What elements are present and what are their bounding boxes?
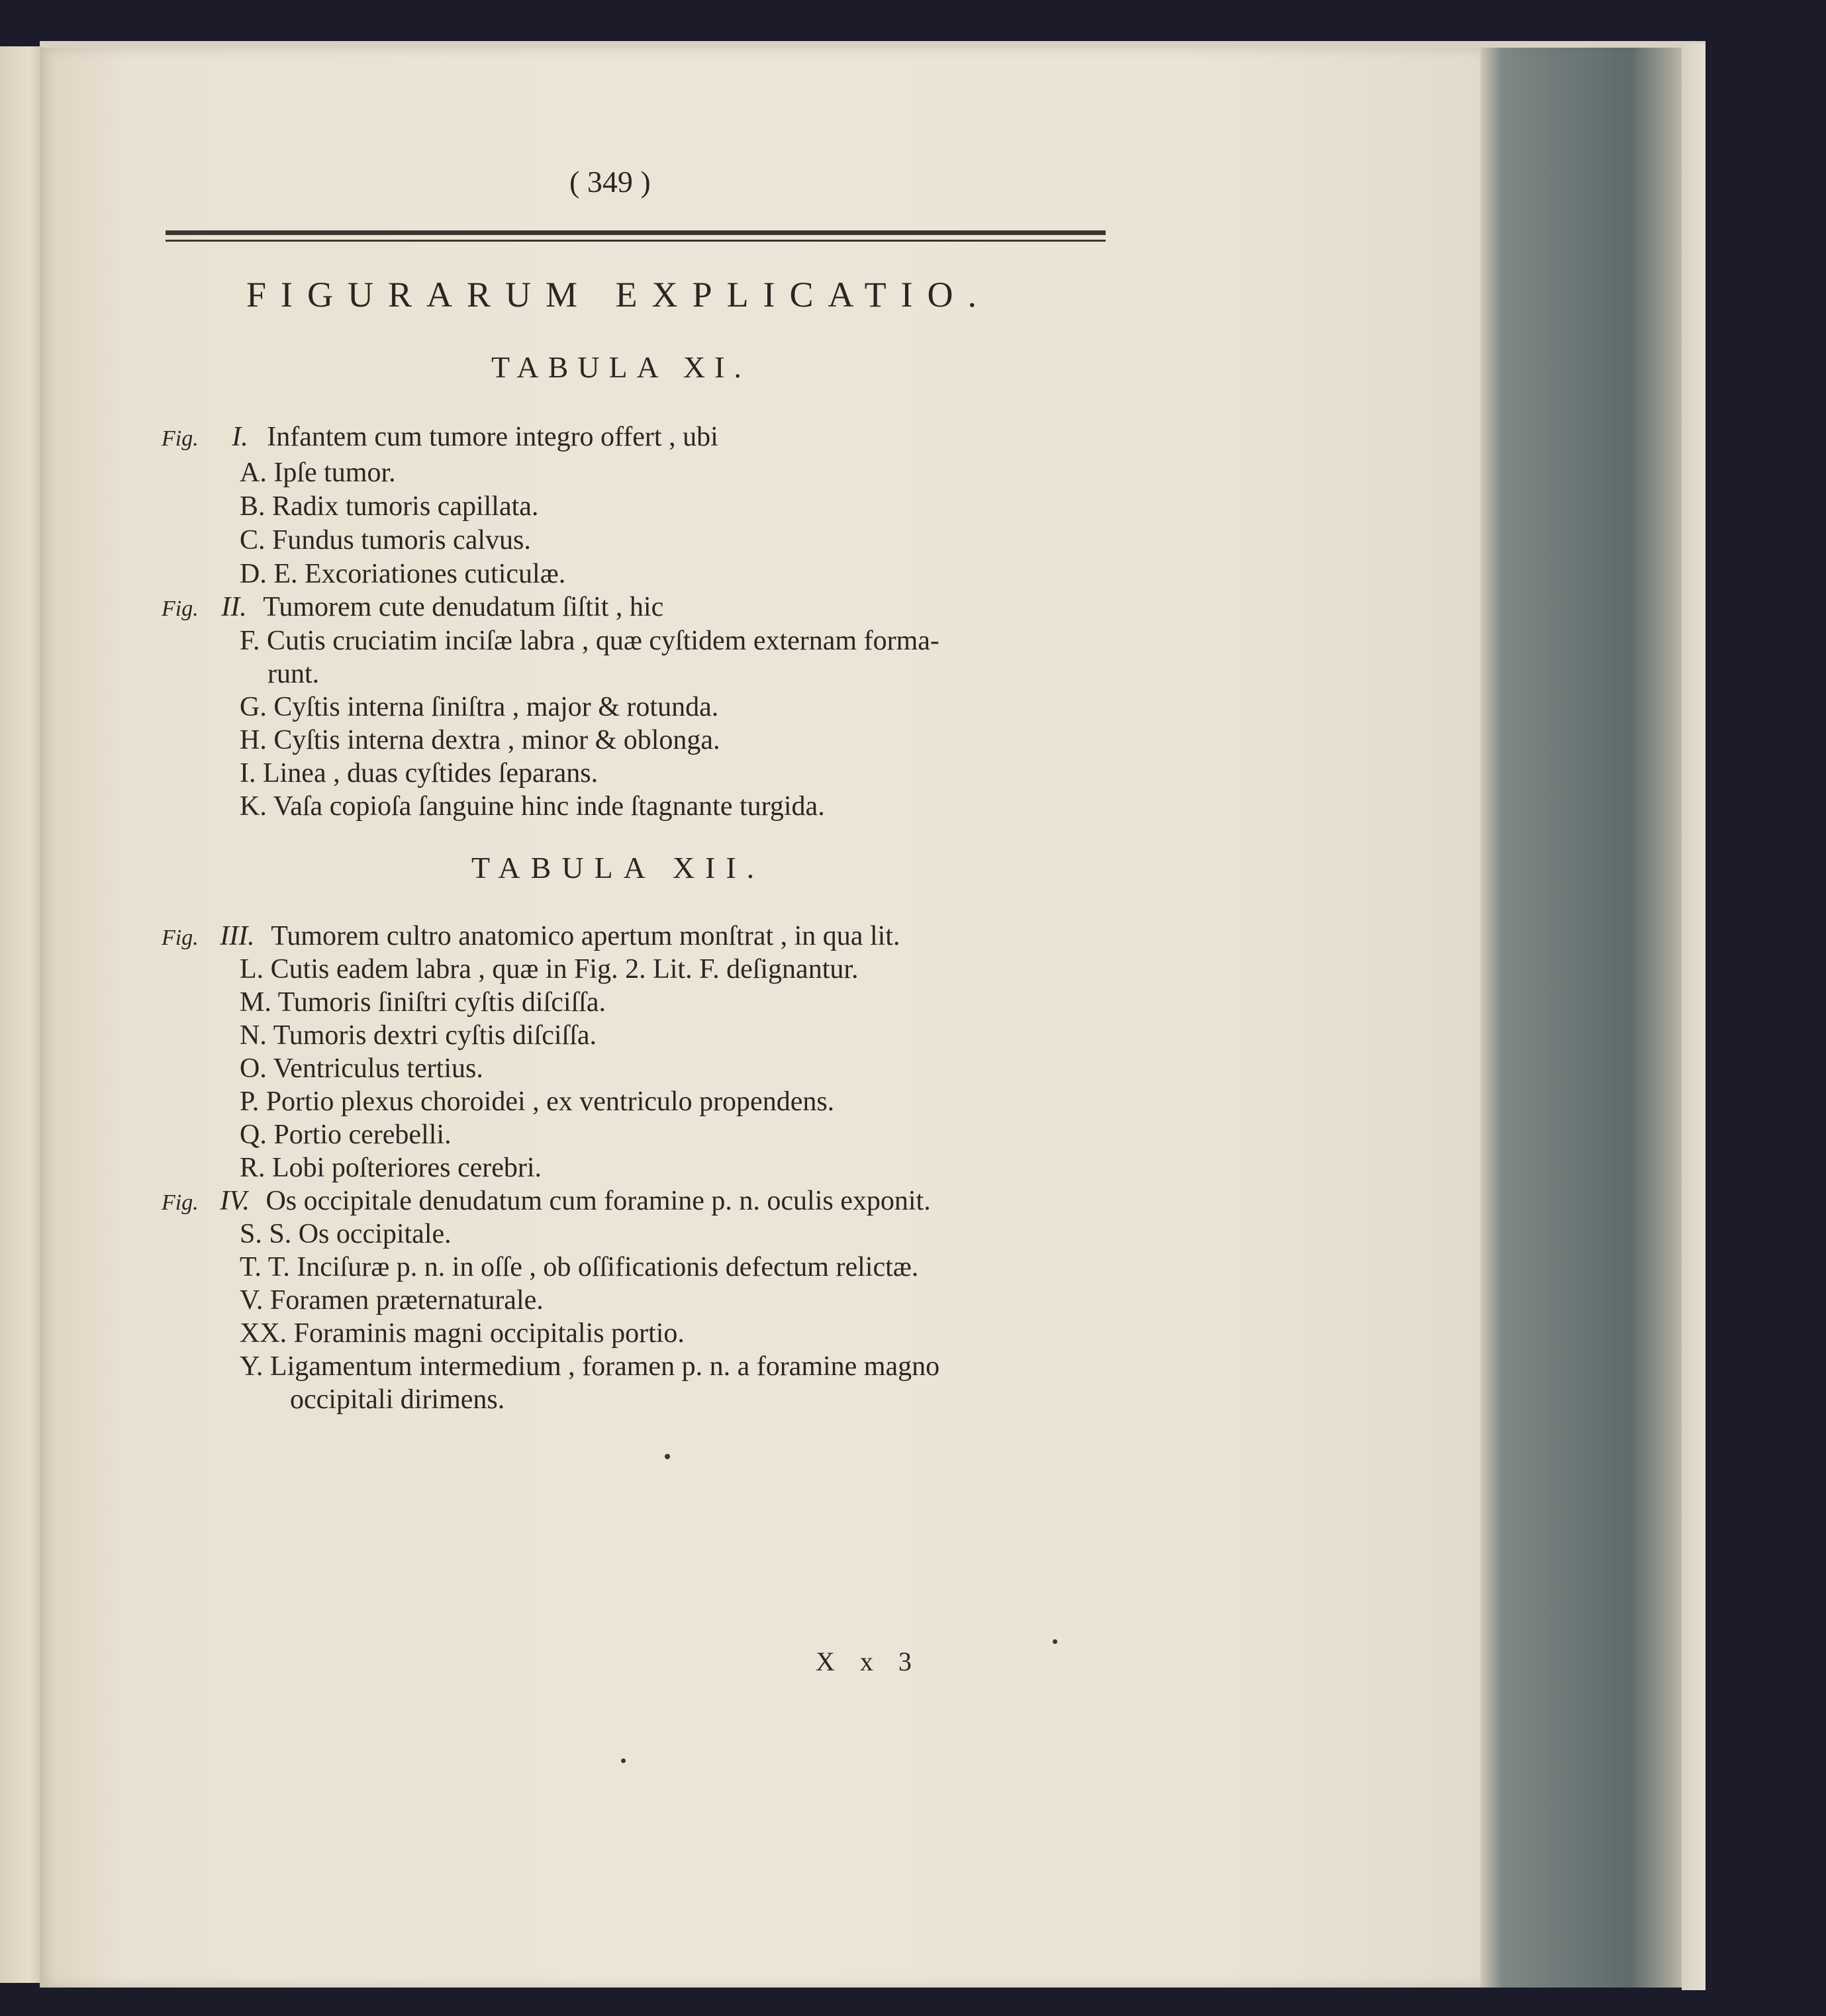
list-item: K. Vaſa copioſa ſanguine hinc inde ſtagnante turgida. [240, 791, 825, 822]
fig-2-entry [162, 591, 663, 623]
list-item: R. Lobi poſteriores cerebri. [240, 1153, 542, 1183]
fig-description: Tumorem cultro anatomico apertum monſtrat , in qua lit. [271, 921, 900, 951]
header-rule-thick [166, 230, 1106, 235]
list-item: T. T. Inciſuræ p. n. in oſſe , ob oſſificationis defectum relictæ. [240, 1252, 919, 1282]
fig-label: Fig. [162, 597, 199, 621]
ink-speck [665, 1454, 670, 1459]
list-item: D. E. Excoriationes cuticulæ. [240, 559, 566, 589]
list-item: M. Tumoris ſiniſtri cyſtis diſciſſa. [240, 987, 606, 1018]
list-item: Y. Ligamentum intermedium , foramen p. n. a foramine magno [240, 1351, 940, 1382]
header-rule-thin [166, 240, 1106, 242]
fig-number: III. [220, 921, 255, 951]
signature-mark: X x 3 [816, 1647, 921, 1676]
list-item: G. Cyſtis interna ſiniſtra , major & rotunda. [240, 692, 719, 722]
tabula-xii-title: TABULA XII. [471, 851, 765, 885]
ink-speck [1053, 1639, 1057, 1644]
list-item: I. Linea , duas cyſtides ſeparans. [240, 758, 599, 789]
tabula-xi-title: TABULA XI. [491, 350, 751, 384]
fig-number: II. [221, 592, 247, 622]
page-block-edge [1480, 48, 1695, 1988]
list-item: occipitali dirimens. [290, 1384, 505, 1415]
list-item: B. Radix tumoris capillata. [240, 491, 539, 522]
fig-label: Fig. [162, 926, 199, 950]
fig-description: Tumorem cute denudatum ſiſtit , hic [263, 592, 664, 622]
fig-description: Infantem cum tumore integro offert , ubi [267, 422, 718, 452]
list-item: XX. Foraminis magni occipitalis portio. [240, 1318, 685, 1349]
list-item: P. Portio plexus choroidei , ex ventriculo propendens. [240, 1086, 835, 1117]
fig-label: Fig. [162, 1190, 199, 1215]
fig-number: I. [232, 422, 248, 452]
list-item: runt. [267, 659, 320, 689]
page-heading: FIGURARUM EXPLICATIO. [246, 275, 992, 314]
fig-description: Os occipitale denudatum cum foramine p. n. oculis exponit. [265, 1186, 931, 1216]
list-item: H. Cyſtis interna dextra , minor & oblonga. [240, 725, 720, 755]
list-item: A. Ipſe tumor. [240, 457, 396, 488]
cover-edge [1682, 44, 1706, 1990]
fig-label: Fig. [162, 426, 199, 451]
list-item: N. Tumoris dextri cyſtis diſciſſa. [240, 1020, 597, 1051]
fig-number: IV. [220, 1186, 250, 1216]
facing-page-edge [0, 46, 42, 1983]
list-item: C. Fundus tumoris calvus. [240, 525, 531, 555]
list-item: Q. Portio cerebelli. [240, 1120, 452, 1150]
list-item: V. Foramen præternaturale. [240, 1285, 544, 1316]
page-number: ( 349 ) [569, 165, 651, 199]
list-item: L. Cutis eadem labra , quæ in Fig. 2. Lit. F. deſignantur. [240, 954, 859, 984]
ink-speck [621, 1758, 626, 1763]
list-item: F. Cutis cruciatim inciſæ labra , quæ cyſtidem externam forma- [240, 626, 939, 656]
fig-4-entry [162, 1185, 931, 1217]
list-item: O. Ventriculus tertius. [240, 1053, 483, 1084]
list-item: S. S. Os occipitale. [240, 1219, 452, 1249]
fig-1-entry [162, 421, 718, 453]
fig-3-entry [162, 920, 900, 952]
